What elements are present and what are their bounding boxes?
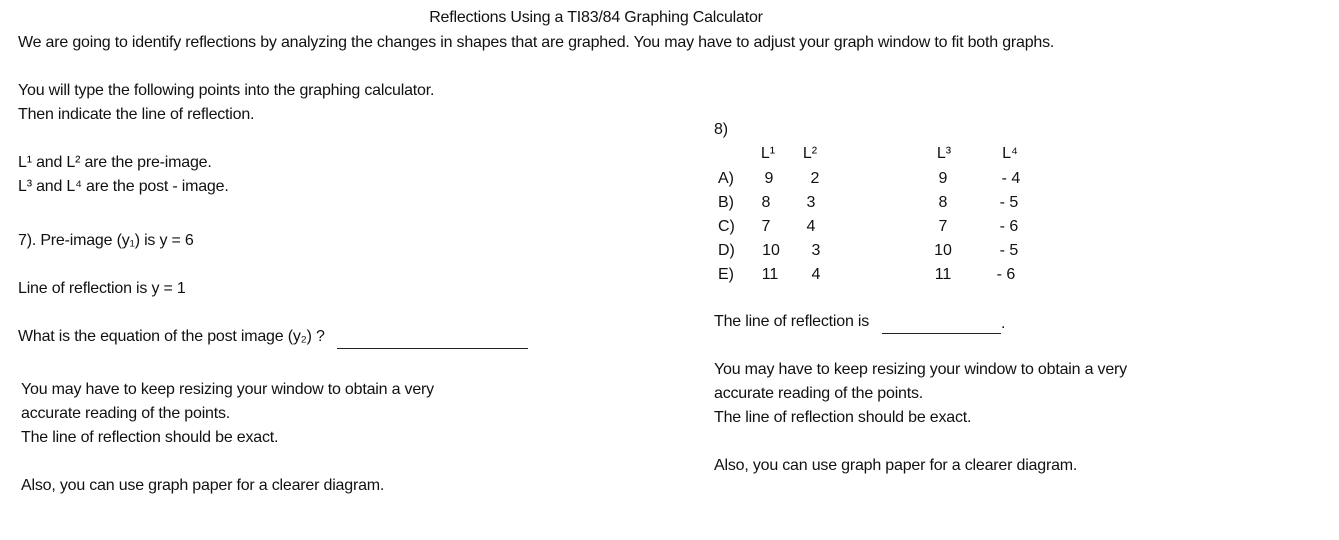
postimage-legend: L³ and L⁴ are the post - image. [18, 178, 229, 195]
cell-l2: 3 [811, 242, 821, 259]
left-note-3: The line of reflection should be exact. [21, 429, 279, 446]
cell-l3: 11 [934, 266, 952, 283]
right-note-3: The line of reflection should be exact. [714, 409, 972, 426]
row-label: D) [718, 242, 735, 259]
problem-8-answer-suffix: . [1001, 315, 1006, 332]
cell-l4: - 4 [1001, 170, 1021, 187]
header-l3: L³ [936, 145, 952, 162]
intro-text: We are going to identify reflections by analyzing the changes in shapes that are graphed. You may have to adjust your graph window to fit both graphs. [18, 34, 1055, 51]
preimage-legend: L¹ and L² are the pre-image. [18, 154, 212, 171]
instruction-line-1: You will type the following points into the graphing calculator. [18, 82, 435, 99]
right-note-2: accurate reading of the points. [714, 385, 924, 402]
row-label: C) [718, 218, 735, 235]
left-note-2: accurate reading of the points. [21, 405, 231, 422]
cell-l1: 8 [761, 194, 771, 211]
problem-8-answer-blank[interactable] [882, 333, 1001, 334]
cell-l1: 9 [764, 170, 774, 187]
cell-l4: - 6 [999, 218, 1019, 235]
instruction-line-2: Then indicate the line of reflection. [18, 106, 255, 123]
page-title: Reflections Using a TI83/84 Graphing Calculator [429, 9, 763, 26]
row-label: E) [718, 266, 734, 283]
cell-l2: 4 [811, 266, 821, 283]
left-note-1: You may have to keep resizing your window to obtain a very [21, 381, 434, 398]
problem-8-label: 8) [714, 121, 728, 138]
cell-l1: 7 [761, 218, 771, 235]
cell-l3: 7 [938, 218, 948, 235]
cell-l2: 2 [810, 170, 820, 187]
cell-l3: 10 [934, 242, 952, 259]
cell-l4: - 6 [996, 266, 1016, 283]
right-note-4: Also, you can use graph paper for a clearer diagram. [714, 457, 1078, 474]
header-l1: L¹ [760, 145, 776, 162]
cell-l1: 11 [761, 266, 779, 283]
cell-l3: 8 [938, 194, 948, 211]
cell-l2: 3 [806, 194, 816, 211]
cell-l3: 9 [938, 170, 948, 187]
right-note-1: You may have to keep resizing your window to obtain a very [714, 361, 1127, 378]
header-l4: L⁴ [1002, 145, 1018, 162]
problem-7-question: What is the equation of the post image (y₂) ? [18, 328, 325, 345]
header-l2: L² [802, 145, 818, 162]
problem-7-preimage: 7). Pre-image (y₁) is y = 6 [18, 232, 194, 249]
cell-l1: 10 [762, 242, 780, 259]
problem-8-answer-prefix: The line of reflection is [714, 313, 870, 330]
row-label: B) [718, 194, 734, 211]
problem-7-answer-blank[interactable] [337, 348, 528, 349]
cell-l4: - 5 [999, 194, 1019, 211]
cell-l2: 4 [806, 218, 816, 235]
problem-7-line-of-reflection: Line of reflection is y = 1 [18, 280, 186, 297]
cell-l4: - 5 [999, 242, 1019, 259]
row-label: A) [718, 170, 734, 187]
left-note-4: Also, you can use graph paper for a clearer diagram. [21, 477, 385, 494]
